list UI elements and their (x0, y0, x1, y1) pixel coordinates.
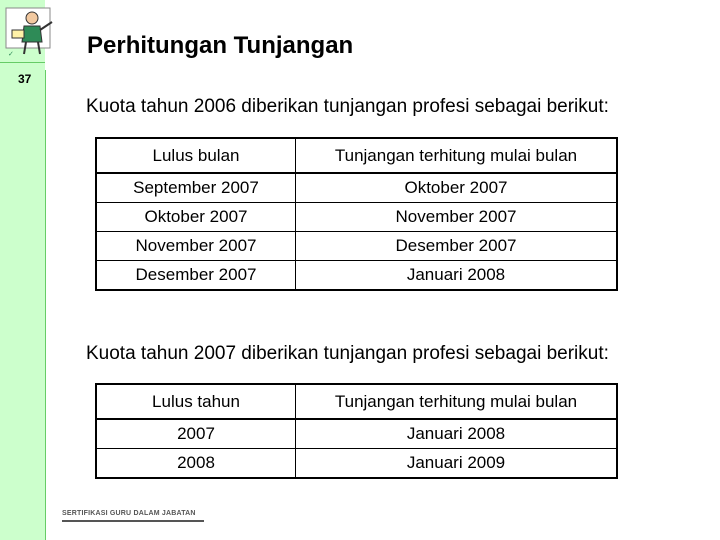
table-row (96, 261, 617, 291)
table-cell: September 2007 (96, 173, 296, 203)
footer-underline (62, 520, 204, 522)
divider (45, 70, 46, 540)
table-cell: Januari 2009 (296, 449, 618, 479)
table-cell: Desember 2007 (96, 261, 296, 291)
slide-number: 37 (18, 72, 32, 86)
divider (0, 62, 45, 63)
quota-2006-table (95, 137, 618, 291)
table-cell: Desember 2007 (296, 232, 618, 261)
column-header: Tunjangan terhitung mulai bulan (296, 138, 618, 173)
table-cell: Oktober 2007 (96, 203, 296, 232)
table-header-row (96, 384, 617, 419)
table-row (96, 203, 617, 232)
column-header: Tunjangan terhitung mulai bulan (296, 384, 618, 419)
column-header: Lulus bulan (96, 138, 296, 173)
footer-text: SERTIFIKASI GURU DALAM JABATAN (62, 510, 196, 517)
quota-2007-table (95, 383, 618, 479)
table-cell: November 2007 (96, 232, 296, 261)
table-row (96, 232, 617, 261)
table-cell: Oktober 2007 (296, 173, 618, 203)
table-row (96, 449, 617, 479)
table-cell: 2007 (96, 419, 296, 449)
page-title: Perhitungan Tunjangan (87, 32, 354, 59)
table-row (96, 173, 617, 203)
table-header-row (96, 138, 617, 173)
svg-text:✓: ✓ (8, 50, 14, 58)
table-cell: 2008 (96, 449, 296, 479)
table-cell: November 2007 (296, 203, 618, 232)
teacher-clipart-icon (2, 2, 60, 60)
column-header: Lulus tahun (96, 384, 296, 419)
table-cell: Januari 2008 (296, 261, 618, 291)
intro-text-2007: Kuota tahun 2007 diberikan tunjangan profesi sebagai berikut: (86, 343, 609, 364)
table-row (96, 419, 617, 449)
intro-text-2006: Kuota tahun 2006 diberikan tunjangan profesi sebagai berikut: (86, 96, 609, 117)
table-cell: Januari 2008 (296, 419, 618, 449)
